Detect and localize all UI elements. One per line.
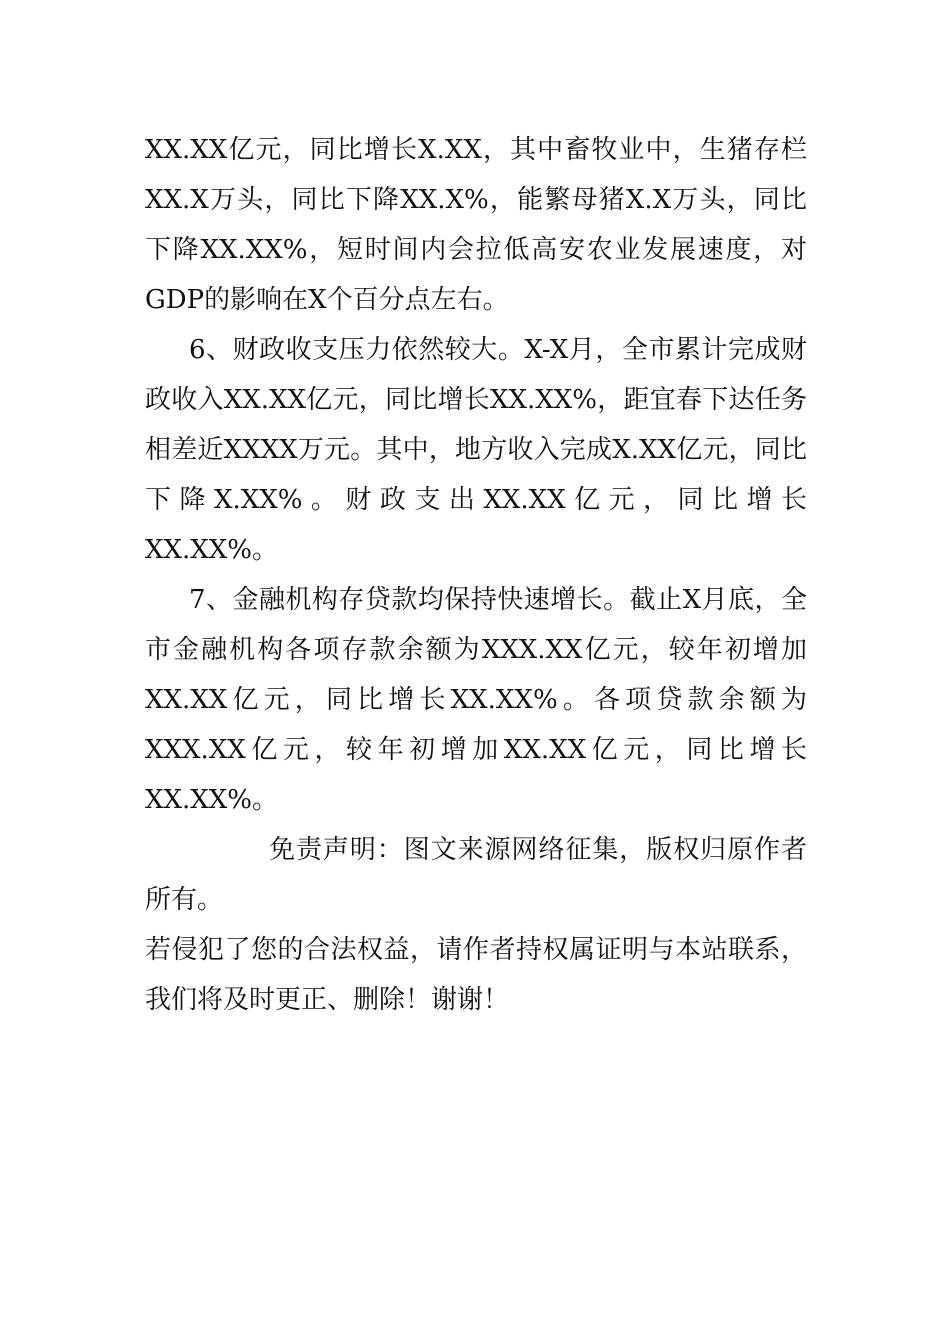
paragraph-agriculture: XX.XX亿元，同比增长X.XX，其中畜牧业中，生猪存栏XX.X万头，同比下降XX.X%，能繁母猪X.X万头，同比下降XX.XX%，短时间内会拉低高安农业发展速度，对GDP的影响在X个百分点左右。: [145, 135, 807, 315]
disclaimer-line-1: 免责声明：图文来源网络征集，版权归原作者所有。: [145, 835, 807, 915]
paragraph-fiscal-pressure: 6、财政收支压力依然较大。X-X月，全市累计完成财政收入XX.XX亿元，同比增长XX.XX%，距宜春下达任务相差近XXXX万元。其中，地方收入完成X.XX亿元，同比下降X.XX%。财政支出XX.XX亿元，同比增长XX.XX%。: [145, 335, 807, 565]
document-body: [145, 125, 807, 1025]
paragraph-financial-institutions: 7、金融机构存贷款均保持快速增长。截止X月底，全市金融机构各项存款余额为XXX.XX亿元，较年初增加XX.XX亿元，同比增长XX.XX%。各项贷款余额为XXX.XX亿元，较年初增加XX.XX亿元，同比增长XX.XX%。: [145, 585, 807, 815]
disclaimer-line-2: 若侵犯了您的合法权益，请作者持权属证明与本站联系，我们将及时更正、删除！谢谢！: [145, 935, 807, 1015]
